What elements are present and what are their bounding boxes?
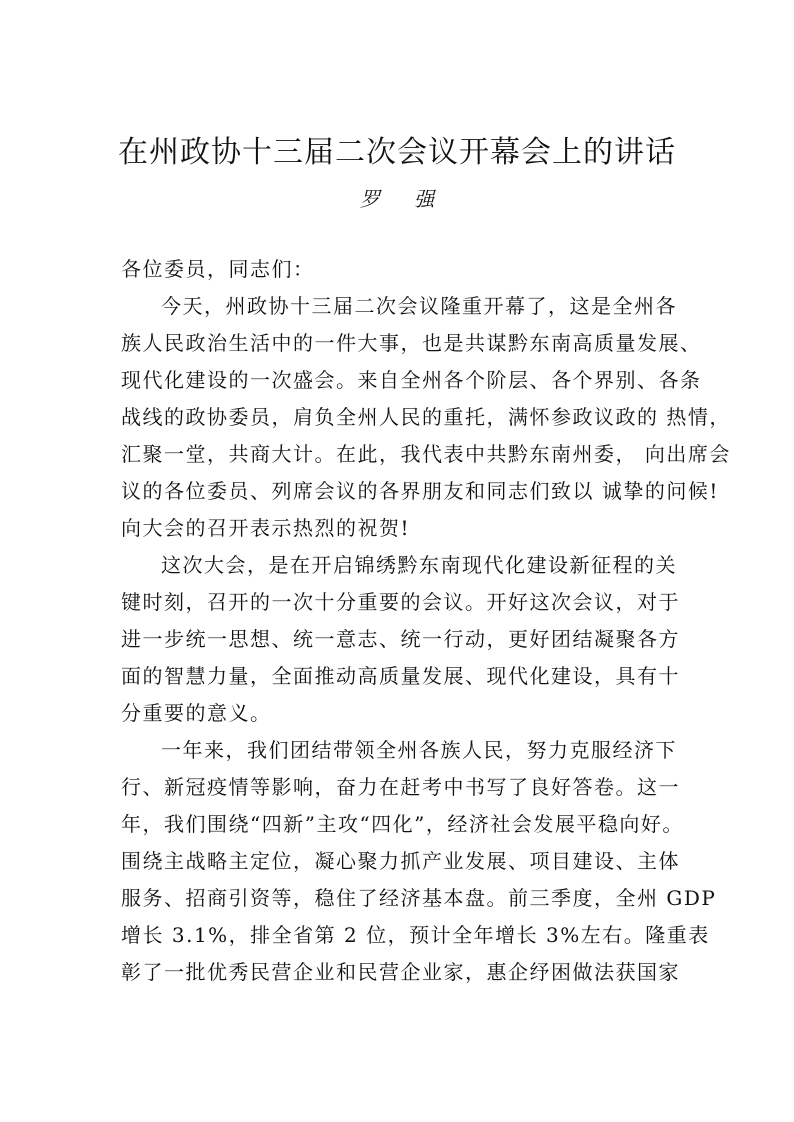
- body-line: 今天，州政协十三届二次会议隆重开幕了，这是全州各: [161, 294, 677, 318]
- body-line: 议的各位委员、列席会议的各界朋友和同志们致以 诚挚的问候!: [121, 479, 719, 503]
- body-line: 各位委员，同志们：: [121, 257, 315, 281]
- body-line: 一年来，我们团结带领全州各族人民，努力克服经济下: [161, 738, 677, 762]
- document-author: 罗 强: [359, 187, 449, 211]
- body-line: 面的智慧力量，全面推动高质量发展、现代化建设，具有十: [121, 664, 680, 688]
- body-line: 年，我们围绕“四新”主攻“四化”，经济社会发展平稳向好。: [121, 812, 684, 836]
- body-line: 进一步统一思想、统一意志、统一行动，更好团结凝聚各方: [121, 627, 680, 651]
- body-line: 现代化建设的一次盛会。来自全州各个阶层、各个界别、各条: [121, 368, 702, 392]
- body-line: 族人民政治生活中的一件大事，也是共谋黔东南高质量发展、: [121, 331, 702, 355]
- body-line: 战线的政协委员，肩负全州人民的重托，满怀参政议政的 热情，: [121, 405, 731, 429]
- document-body: [121, 251, 731, 991]
- body-line: 彰了一批优秀民营企业和民营企业家，惠企纾困做法获国家: [121, 960, 680, 984]
- body-line: 向大会的召开表示热烈的祝贺!: [121, 516, 411, 540]
- body-line: 服务、招商引资等，稳住了经济基本盘。前三季度，全州 GDP: [121, 886, 717, 910]
- body-line: 汇聚一堂，共商大计。在此，我代表中共黔东南州委， 向出席会: [121, 442, 731, 466]
- body-line: 键时刻，召开的一次十分重要的会议。开好这次会议，对于: [121, 590, 680, 614]
- body-line: 分重要的意义。: [121, 701, 272, 725]
- body-line: 这次大会，是在开启锦绣黔东南现代化建设新征程的关: [161, 553, 677, 577]
- body-line: 增长 3.1%，排全省第 2 位，预计全年增长 3%左右。隆重表: [121, 923, 710, 947]
- body-line: 行、新冠疫情等影响，奋力在赶考中书写了良好答卷。这一: [121, 775, 680, 799]
- body-line: 围绕主战略主定位，凝心聚力抓产业发展、项目建设、主体: [121, 849, 680, 873]
- document-title: 在州政协十三届二次会议开幕会上的讲话: [118, 135, 676, 170]
